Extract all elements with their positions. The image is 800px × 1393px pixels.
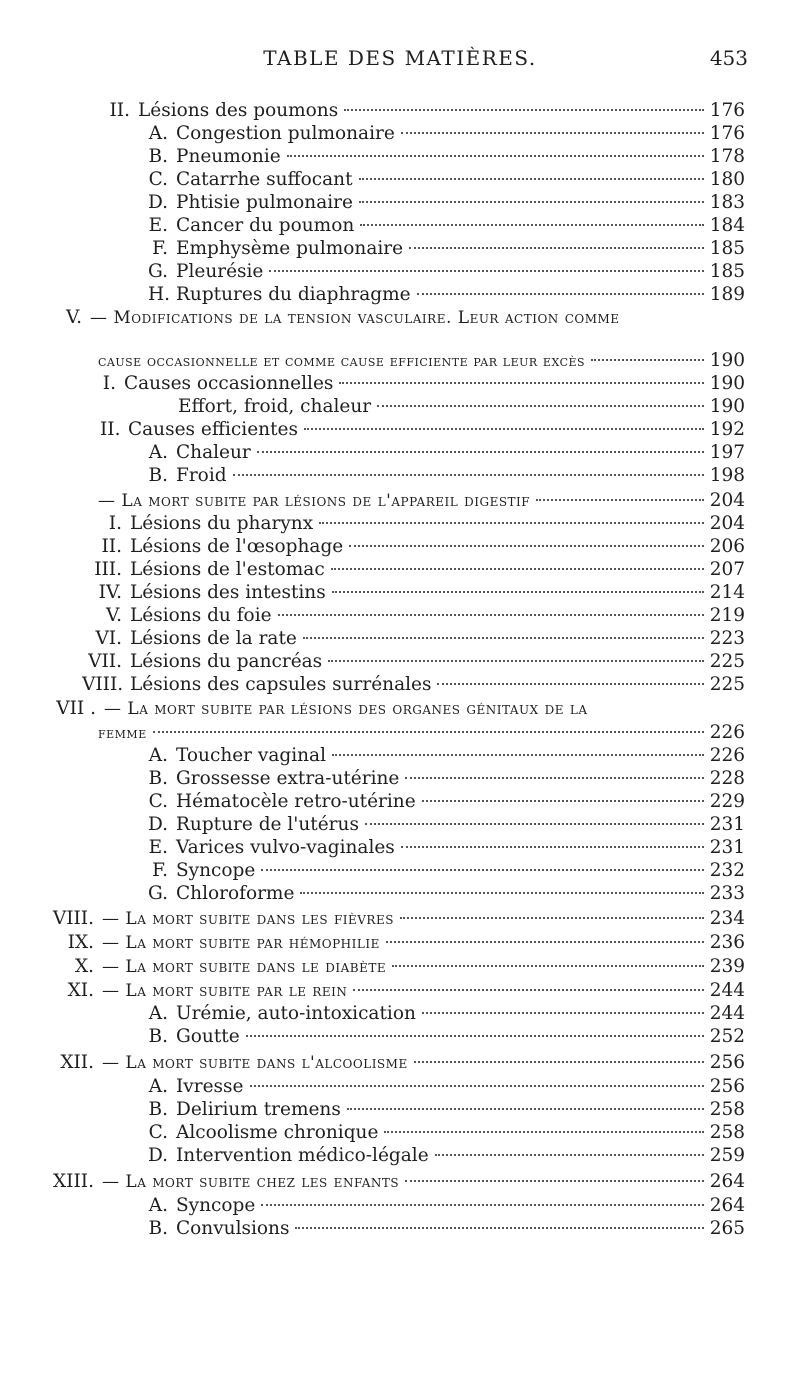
entry-label: Syncope: [176, 1195, 256, 1216]
dot-leader: [261, 869, 703, 871]
entry-number: D.: [148, 1145, 169, 1166]
entry-label: Lésions du pancréas: [130, 651, 323, 672]
dot-leader: [591, 359, 704, 361]
toc-entry: [148, 238, 745, 262]
entry-page: 219: [709, 605, 745, 626]
dot-leader: [360, 224, 703, 226]
dot-leader: [353, 989, 703, 991]
dot-leader: [414, 1061, 704, 1063]
toc-entry: [148, 837, 745, 861]
entry-page: 192: [709, 419, 745, 440]
entry-page: 231: [709, 837, 745, 858]
entry-number: V.: [105, 605, 122, 626]
entry-label: Ruptures du diaphragme: [176, 284, 411, 305]
entry-page: 228: [709, 768, 745, 789]
entry-number: A.: [148, 123, 168, 144]
entry-number: C.: [148, 1122, 168, 1143]
entry-number: II.: [100, 419, 121, 440]
entry-label-continuation: cause occasionnelle et comme cause efficiente par leur excès: [98, 352, 586, 370]
toc-entry: [148, 860, 745, 884]
entry-number: B.: [148, 146, 168, 167]
toc-entry: [148, 169, 745, 193]
entry-page: 244: [709, 980, 745, 1001]
toc-entry: [148, 284, 745, 308]
entry-page: 239: [709, 956, 745, 977]
entry-page: 198: [709, 465, 745, 486]
entry-page: 206: [709, 536, 745, 557]
entry-label: — Modifications de la tension vasculaire. Leur action comme: [90, 308, 620, 328]
dot-leader: [417, 293, 704, 295]
toc-entry: [148, 1003, 745, 1027]
toc-entry: [148, 215, 745, 239]
toc-chapter-entry: [48, 956, 745, 980]
entry-number: F.: [152, 238, 168, 259]
entry-number: V.: [65, 307, 82, 328]
entry-label: Delirium tremens: [176, 1099, 341, 1120]
entry-page: 185: [709, 238, 745, 259]
entry-number: XI.: [67, 980, 94, 1001]
entry-label: Pneumonie: [176, 146, 281, 167]
toc-entry: [82, 674, 745, 698]
dot-leader: [250, 1085, 704, 1087]
entry-page: 190: [709, 396, 745, 417]
entry-number: IV.: [98, 582, 122, 603]
entry-label: Lésions des intestins: [130, 582, 326, 603]
entry-number: B.: [148, 768, 168, 789]
entry-page: 204: [709, 513, 745, 534]
entry-label: Froid: [176, 465, 227, 486]
entry-number: B.: [148, 1026, 168, 1047]
entry-number: VII.: [88, 651, 122, 672]
entry-page: 233: [709, 883, 745, 904]
entry-page: 225: [709, 674, 745, 695]
entry-number: D.: [148, 192, 169, 213]
toc-entry: [148, 1099, 745, 1123]
entry-page: 197: [709, 442, 745, 463]
toc-chapter-entry: [48, 932, 745, 956]
dot-leader: [405, 1180, 704, 1182]
entry-number: VI.: [95, 628, 122, 649]
entry-label: Lésions du foie: [130, 605, 272, 626]
toc-entry: [94, 628, 745, 652]
toc-entry: [94, 513, 745, 537]
entry-page: 231: [709, 814, 745, 835]
entry-page: 176: [709, 123, 745, 144]
dot-leader: [347, 1108, 704, 1110]
entry-label: Chloroforme: [176, 883, 295, 904]
toc-entry: [148, 465, 745, 489]
dot-leader: [359, 178, 704, 180]
dot-leader: [377, 405, 704, 407]
entry-page: 226: [709, 722, 745, 743]
entry-number: II.: [109, 100, 130, 121]
dot-leader: [405, 777, 703, 779]
entry-label-continuation: femme: [98, 724, 147, 742]
toc-entry: [148, 814, 745, 838]
entry-number: B.: [148, 465, 168, 486]
toc-entry: [148, 261, 745, 285]
toc-entry: [94, 536, 745, 560]
dot-leader: [437, 683, 703, 685]
dot-leader: [332, 591, 704, 593]
dot-leader: [365, 823, 704, 825]
entry-label: Alcoolisme chronique: [176, 1122, 379, 1143]
entry-number: A.: [148, 745, 168, 766]
entry-page: 214: [709, 582, 745, 603]
entry-label: Lésions des capsules surrénales: [130, 674, 432, 695]
toc-entry: [100, 419, 745, 443]
entry-page: 258: [709, 1099, 745, 1120]
entry-number: A.: [148, 1195, 168, 1216]
entry-page: 183: [709, 192, 745, 213]
dot-leader: [409, 247, 704, 249]
entry-label: Causes occasionnelles: [124, 373, 334, 394]
toc-entry: [94, 559, 745, 583]
toc-entry-continuation: [98, 350, 745, 374]
entry-number: C.: [148, 169, 168, 190]
entry-page: 185: [709, 261, 745, 282]
entry-page: 265: [709, 1218, 745, 1239]
entry-number: E.: [148, 837, 168, 858]
entry-number: G.: [148, 261, 168, 282]
entry-label: — La mort subite par lésions des organes génitaux de la: [104, 699, 588, 719]
dot-leader: [295, 1227, 703, 1229]
entry-page: 258: [709, 1122, 745, 1143]
dot-leader: [332, 754, 704, 756]
entry-label: — La mort subite par le rein: [102, 981, 348, 1001]
toc-chapter-entry: [44, 1171, 745, 1195]
entry-label: — La mort subite par lésions de l'appareil digestif: [98, 491, 531, 511]
entry-label: Congestion pulmonaire: [176, 123, 395, 144]
dot-leader: [349, 545, 703, 547]
entry-label: Emphysème pulmonaire: [176, 238, 404, 259]
entry-page: 244: [709, 1003, 745, 1024]
dot-leader: [319, 522, 704, 524]
toc-entry: [82, 651, 745, 675]
toc-entry: [178, 396, 745, 420]
dot-leader: [339, 382, 703, 384]
entry-page: 234: [709, 908, 745, 929]
dot-leader: [400, 917, 704, 919]
entry-page: 184: [709, 215, 745, 236]
entry-label: Convulsions: [176, 1218, 290, 1239]
entry-number: VIII.: [82, 674, 124, 695]
entry-page: 259: [709, 1145, 745, 1166]
toc-entry: [148, 1026, 745, 1050]
toc-entry: [148, 123, 745, 147]
dot-leader: [392, 965, 704, 967]
entry-number: B.: [148, 1099, 168, 1120]
entry-number: I.: [102, 373, 116, 394]
dot-leader: [269, 270, 703, 272]
dot-leader: [303, 637, 704, 639]
entry-number: A.: [148, 1076, 168, 1097]
dot-leader: [300, 892, 703, 894]
dot-leader: [153, 731, 704, 733]
entry-number: B.: [148, 1218, 168, 1239]
entry-label: Ivresse: [176, 1076, 244, 1097]
dot-leader: [304, 428, 704, 430]
entry-page: 232: [709, 860, 745, 881]
dot-leader: [536, 499, 704, 501]
entry-label: — La mort subite dans l'alcoolisme: [102, 1053, 408, 1073]
page-number: 453: [709, 46, 748, 70]
dot-leader: [386, 941, 704, 943]
entry-label: Intervention médico-légale: [176, 1145, 429, 1166]
dot-leader: [278, 614, 704, 616]
dot-leader: [359, 201, 704, 203]
entry-label: Phtisie pulmonaire: [176, 192, 353, 213]
entry-page: 236: [709, 932, 745, 953]
toc-entry: [148, 442, 745, 466]
entry-page: 264: [709, 1195, 745, 1216]
entry-page: 178: [709, 146, 745, 167]
entry-label: Goutte: [176, 1026, 240, 1047]
dot-leader: [401, 132, 704, 134]
entry-label: — La mort subite chez les enfants: [102, 1172, 400, 1192]
entry-page: 207: [709, 559, 745, 580]
entry-label: Lésions du pharynx: [130, 513, 314, 534]
toc-entry: [148, 791, 745, 815]
dot-leader: [328, 660, 704, 662]
entry-number: E.: [148, 215, 168, 236]
toc-entry: [94, 605, 745, 629]
entry-label: Rupture de l'utérus: [176, 814, 359, 835]
entry-page: 226: [709, 745, 745, 766]
dot-leader: [422, 1012, 704, 1014]
entry-page: 264: [709, 1171, 745, 1192]
dot-leader: [435, 1154, 704, 1156]
dot-leader: [331, 568, 704, 570]
entry-label: — La mort subite dans les fièvres: [102, 909, 394, 929]
toc-entry-continuation: [98, 722, 745, 746]
entry-number: VIII.: [52, 908, 94, 929]
toc-entry: [100, 100, 745, 124]
entry-label: Lésions des poumons: [138, 100, 339, 121]
toc-entry: [100, 373, 745, 397]
entry-label: — La mort subite par hémophilie: [102, 933, 380, 953]
entry-label: Syncope: [176, 860, 256, 881]
toc-entry: [148, 1122, 745, 1146]
entry-number: A.: [148, 442, 168, 463]
toc-entry: [148, 1145, 745, 1169]
entry-number: F.: [152, 860, 168, 881]
toc-entry: [148, 883, 745, 907]
entry-number: D.: [148, 814, 169, 835]
entry-label: Causes efficientes: [128, 419, 298, 440]
entry-number: C.: [148, 791, 168, 812]
toc-entry: [148, 1218, 745, 1242]
entry-number: VII .: [56, 698, 96, 719]
entry-number: XIII.: [53, 1171, 94, 1192]
entry-label: Cancer du poumon: [176, 215, 355, 236]
running-title: TABLE DES MATIÈRES.: [263, 46, 537, 70]
entry-page: 189: [709, 284, 745, 305]
entry-page: 190: [709, 373, 745, 394]
entry-label: Chaleur: [176, 442, 251, 463]
entry-number: A.: [148, 1003, 168, 1024]
dot-leader: [257, 451, 704, 453]
entry-page: 223: [709, 628, 745, 649]
toc-entry: [148, 1195, 745, 1219]
entry-label: Hématocèle retro-utérine: [176, 791, 416, 812]
dot-leader: [384, 1131, 703, 1133]
page-header: [0, 46, 800, 76]
toc-chapter-entry: [98, 490, 745, 514]
toc-entry: [148, 192, 745, 216]
dot-leader: [422, 800, 704, 802]
entry-label: Urémie, auto-intoxication: [176, 1003, 416, 1024]
entry-page: 204: [709, 490, 745, 511]
toc-chapter-entry: [48, 1052, 745, 1076]
entry-label: Pleurésie: [176, 261, 264, 282]
entry-label: Lésions de l'estomac: [130, 559, 325, 580]
toc-chapter-entry: [48, 980, 745, 1004]
entry-page: 256: [709, 1052, 745, 1073]
entry-label: Effort, froid, chaleur: [178, 396, 372, 417]
entry-page: 256: [709, 1076, 745, 1097]
toc-entry-continuation: [98, 328, 745, 352]
entry-number: IX.: [67, 932, 94, 953]
dot-leader: [233, 474, 704, 476]
entry-page: 225: [709, 651, 745, 672]
dot-leader: [246, 1035, 704, 1037]
toc-chapter-entry: [56, 698, 745, 722]
dot-leader: [287, 155, 704, 157]
entry-label: Toucher vaginal: [176, 745, 327, 766]
entry-page: 229: [709, 791, 745, 812]
dot-leader: [401, 846, 704, 848]
entry-number: G.: [148, 883, 168, 904]
entry-label: Grossesse extra-utérine: [176, 768, 400, 789]
dot-leader: [261, 1204, 703, 1206]
toc-entry: [148, 1076, 745, 1100]
entry-page: 190: [709, 350, 745, 371]
entry-number: I.: [108, 513, 122, 534]
toc-entry: [148, 146, 745, 170]
entry-number: III.: [94, 559, 122, 580]
entry-label: — La mort subite dans le diabète: [102, 957, 387, 977]
toc-entry: [148, 768, 745, 792]
entry-page: 176: [709, 100, 745, 121]
entry-label: Lésions de l'œsophage: [130, 536, 344, 557]
toc-entry: [148, 745, 745, 769]
entry-page: 180: [709, 169, 745, 190]
entry-number: H.: [148, 284, 171, 305]
entry-number: X.: [74, 956, 94, 977]
entry-label: Varices vulvo-vaginales: [176, 837, 395, 858]
entry-page: 252: [709, 1026, 745, 1047]
entry-number: II.: [101, 536, 122, 557]
entry-label: Catarrhe suffocant: [176, 169, 353, 190]
entry-number: XII.: [60, 1052, 94, 1073]
toc-chapter-entry: [48, 908, 745, 932]
dot-leader: [344, 109, 703, 111]
toc-entry: [94, 582, 745, 606]
entry-label: Lésions de la rate: [130, 628, 297, 649]
